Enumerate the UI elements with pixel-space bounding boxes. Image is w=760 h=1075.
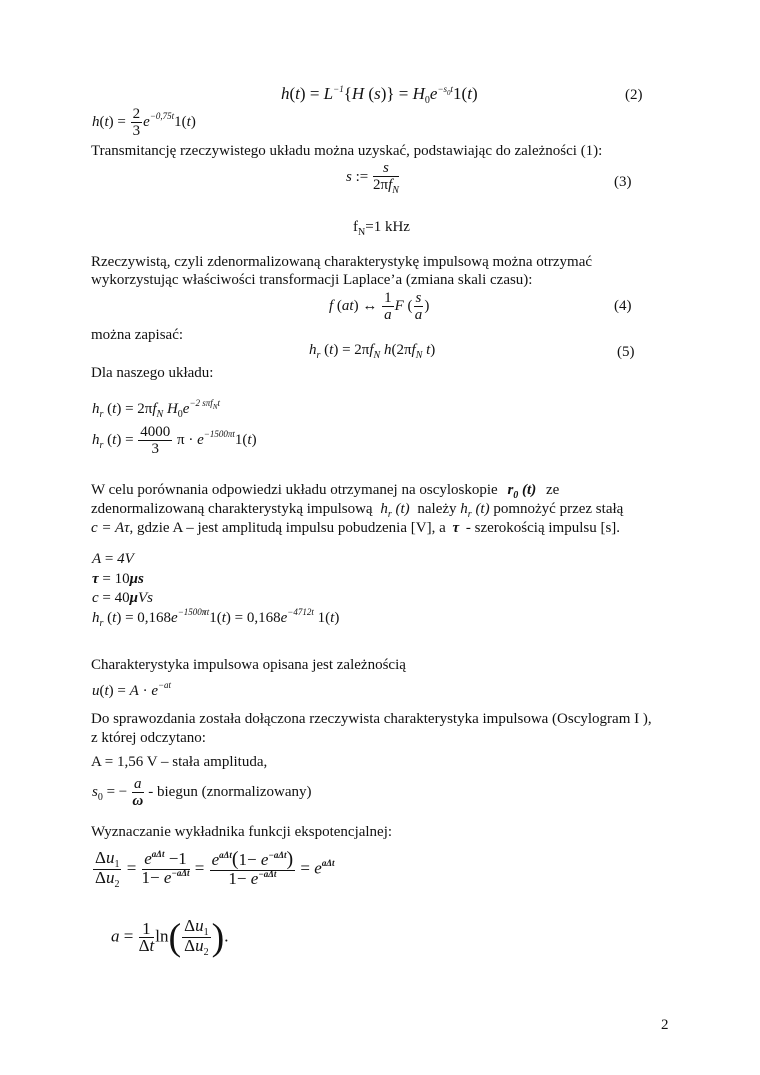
equation-4: f (at) ↔ $\frac{1}{a}$ F ( $\frac{s}{a}$ ) [329,290,430,323]
fn-value-text: =1 kHz [365,219,410,235]
equation-hr-final: $h_r$ $(t) = 0,168e^{-1500\pi t}1(t) = 0,168e^{-4712t}$ 1(t) [92,607,340,629]
p5-line1-a: W celu porównania odpowiedzi układu otrzymanej na oscyloskopie [91,482,498,498]
fn-label: f [353,219,358,235]
p5-line3-b: - szerokością impulsu [s]. [465,520,621,536]
p5-line3-a: , gdzie A – jest amplitudą impulsu pobudzenia [V], a [129,520,446,536]
equation-h-t-value: h(t) = $\frac{2}{3}$ $e^{-0,75t}1(t)$ [92,106,196,139]
equation-u-t: $u(t) = A \cdot e^{-at}$ [92,680,172,699]
hr-exp-1: −1500 [177,607,202,617]
const-c-value: 40 [114,590,130,606]
pole-label: - biegun (znormalizowany) [148,783,312,800]
paragraph-impulse-description: Charakterystyka impulsowa opisana jest zależnością [91,657,406,673]
p5-line2-b: należy [417,501,457,517]
fn-value [353,218,410,238]
equation-hr-general: $h_r$ $(t) = 2\pi f_N$ $H_0e^{-2 s\pi f_Nt}$ [92,398,220,420]
hr-t-symbol: $h_r$ (t) [460,501,490,520]
paragraph-oscilloscope-2 [91,500,623,520]
const-A-value: 4V [117,551,134,567]
equation-5-number: (5) [617,344,635,360]
equation-3-number: (3) [614,174,632,190]
equation-2-number: (2) [625,87,643,103]
frac-num: 2 [132,106,141,122]
equation-a: a = $\frac{1}{\Delta t}$ ln( $\frac{\Delta u_1}{\Delta u_2}$ ). [111,916,229,959]
r0-symbol: $r_0$ (t) [507,482,537,501]
equation-hr-numeric: $h_r$ (t) = $\frac{4000}{3}$ $\pi \cdot e^{-1500\pi t}1(t)$ [92,424,257,457]
equation-delta-u-ratio: $\frac{\Delta u_1}{\Delta u_2}$ = $\frac{e^{a\Delta t} -1}{1- e^{-a\Delta t}}$ = $\frac{e^{a\Delta t}(1- e^{-a\Delta t})}{1- e^{-a\Delta t}}$ = $e^{a\Delta t}$ [95,847,335,890]
paragraph-report-2: z której odczytano: [91,730,206,746]
equation-2: $h(t) = L^{-1}\{H$ $(s)\} = H_0e^{-s_0t}1(t)$ [281,84,478,106]
frac-3: 3 [151,441,160,457]
h-t-symbol: $h_r$ (t) [380,501,410,520]
exp-1500: −1500 [203,428,228,439]
page-number: 2 [661,1017,669,1033]
hr-coef-1: 0,168 [137,610,172,626]
hr-coef-2: 0,168 [246,610,281,626]
p5-line2-a: zdenormalizowaną charakterystyką impulsową [91,501,373,517]
frac-4000: 4000 [140,424,171,440]
paragraph-amplitude: A = 1,56 V – stała amplituda, [91,754,268,770]
const-tau-value: 10 [114,571,130,587]
paragraph-denormalized-2: wykorzystując właściwości transformacji Laplace’a (zmiana skali czasu): [91,272,533,288]
hr-exp-2: −4712 [287,607,312,617]
const-c: c = 40μVs [92,590,153,606]
paragraph-report-1: Do sprawozdania została dołączona rzeczywista charakterystyka impulsowa (Oscylogram I ), [91,711,652,727]
tau-symbol: τ [452,520,460,536]
paragraph-oscilloscope-3 [91,519,620,537]
equation-5: $h_r$ $(t) = 2\pi f_N$ $h(2\pi f_N$ t) [309,342,436,361]
equation-3: s := $\frac{s}{2\pi f_N}$ [346,160,399,196]
const-A: A = 4V [92,551,134,567]
paragraph-our-system: Dla naszego układu: [91,365,214,381]
const-tau: τ = 10μs [92,571,144,587]
equation-4-number: (4) [614,298,632,314]
p5-line1-b: ze [545,482,560,498]
exp-075: −0,75 [149,110,172,121]
equation-s0: $s_0$ = − $\frac{a}{\omega}$ - biegun (znormalizowany) [92,776,312,809]
paragraph-exponent: Wyznaczanie wykładnika funkcji ekspotencjalnej: [91,824,393,840]
paragraph-oscilloscope-1 [91,481,559,501]
fn-subscript: N [358,227,366,238]
frac-den: 3 [132,123,141,139]
paragraph-denormalized-1: Rzeczywistą, czyli zdenormalizowaną charakterystykę impulsową można otrzymać [91,254,593,270]
paragraph-can-write: można zapisać: [91,327,184,343]
p5-line2-c: pomnożyć przez stałą [493,501,624,517]
c-eq-symbol: c = Aτ [91,520,130,536]
paragraph-transmittance: Transmitancję rzeczywistego układu można uzyskać, podstawiając do zależności (1): [91,143,603,159]
